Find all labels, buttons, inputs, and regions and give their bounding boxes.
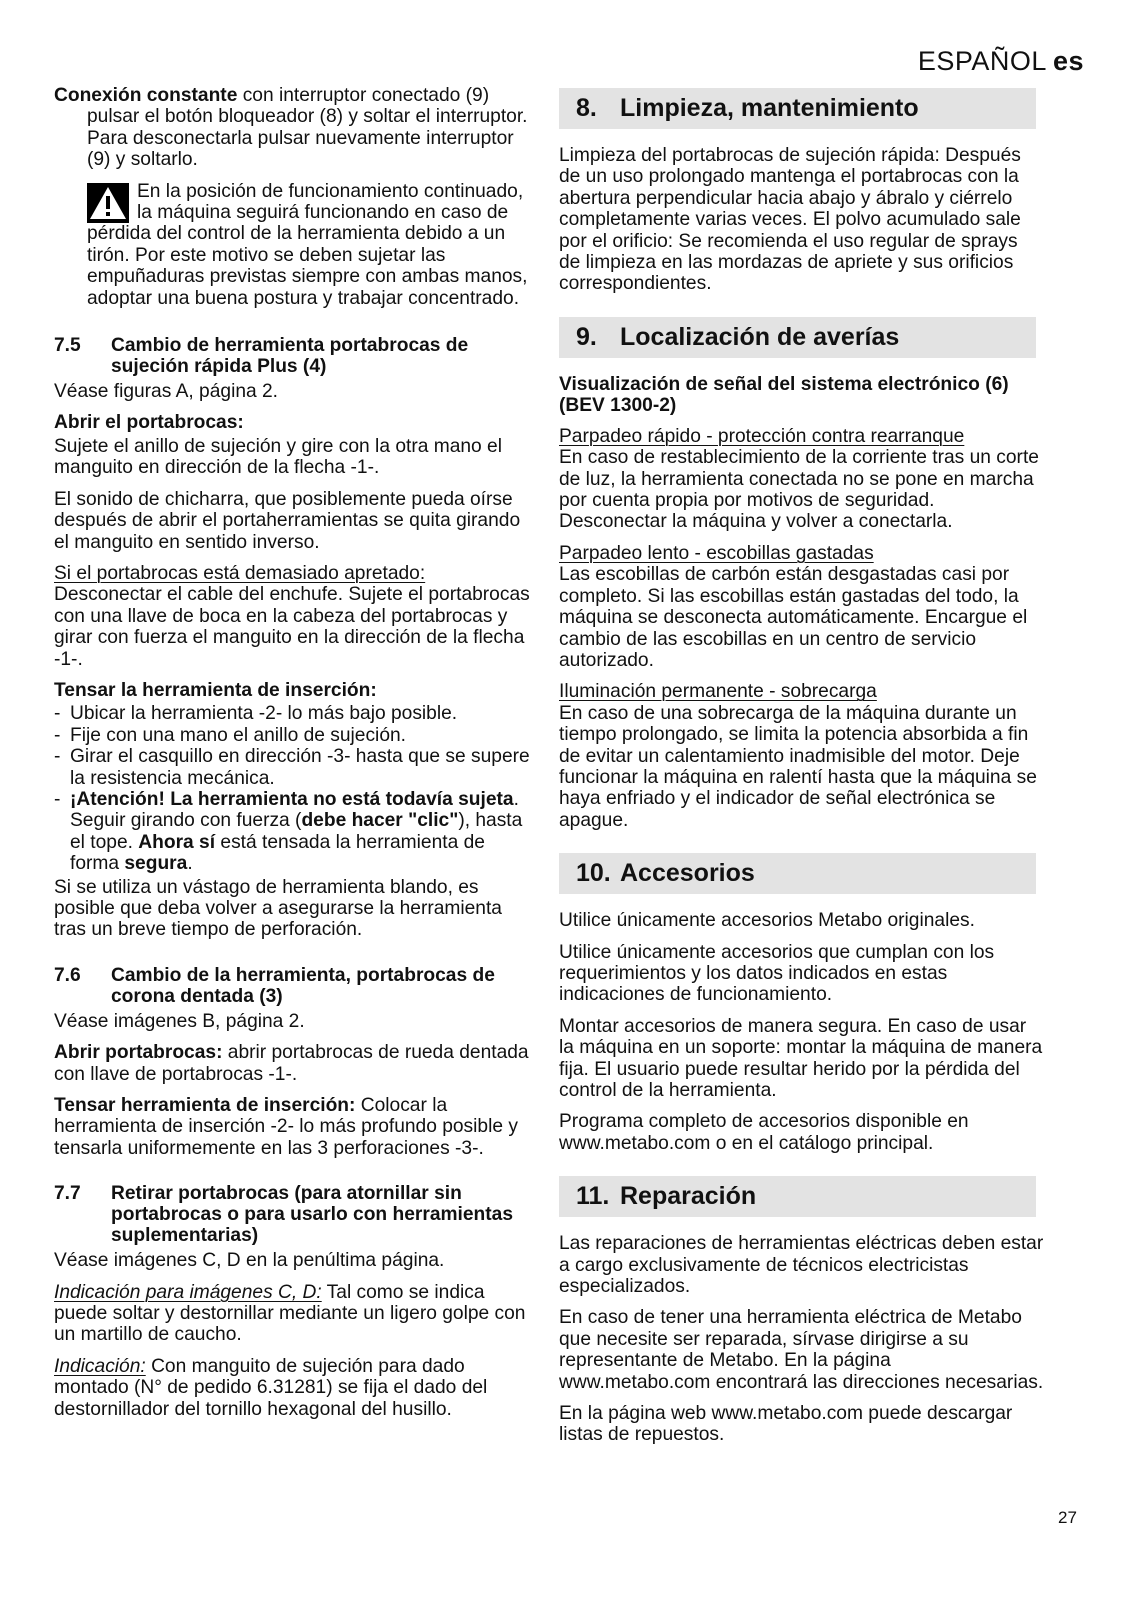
- warning-block: [87, 181, 532, 309]
- note-text: Con manguito de sujeción para dado montado (N° de pedido 6.31281) se fija el dado del destornillador del tornillo hexagonal del husillo.: [54, 1355, 488, 1420]
- tension-steps-list: [54, 703, 532, 874]
- see-figures-text: Véase imágenes B, página 2.: [54, 1010, 305, 1032]
- constant-connection-paragraph: [54, 85, 532, 171]
- language-name: ESPAÑOL: [917, 46, 1047, 76]
- list-item: [54, 789, 532, 875]
- attention-text: ¡Atención! La herramienta no está todavía sujeta: [70, 788, 514, 810]
- noise-text: El sonido de chicharra, que posiblemente pueda oírse después de abrir el portaherramientas se quita girando el manguito en sentido inverso.: [54, 488, 521, 553]
- fault-item: [559, 543, 1044, 671]
- note-paragraph: [54, 1282, 532, 1346]
- language-header: [918, 46, 1084, 77]
- open-chuck-text: abrir portabrocas de rueda dentada con llave de portabrocas -1-.: [54, 1042, 529, 1085]
- fault-text: En caso de restablecimiento de la corriente tras un corte de luz, la herramienta conectada no se pone en marcha por cuenta propia por motivos de seguridad. Desconectar la máquina y volver a conectarla.: [559, 447, 1039, 533]
- fault-item: [559, 426, 1044, 533]
- tension-tool-text: Colocar la herramienta de inserción -2- lo más profundo posible y tensarla uniformemente en las 3 perforaciones -3-.: [54, 1095, 518, 1159]
- tension-tool-label: Tensar la herramienta de inserción:: [54, 679, 377, 701]
- click-text: debe hacer "clic": [301, 810, 459, 832]
- section-number: 11.: [576, 1182, 610, 1211]
- section-number: 9.: [576, 322, 597, 351]
- see-figures-text: Véase figuras A, página 2.: [54, 381, 279, 403]
- section-title: Reparación: [620, 1182, 757, 1211]
- right-column: [559, 85, 1044, 1456]
- see-figures-text: Véase imágenes C, D en la penúltima página.: [54, 1250, 445, 1272]
- too-tight-paragraph: [54, 563, 532, 670]
- language-code: es: [1052, 46, 1084, 76]
- section-10-heading: [559, 853, 1036, 894]
- section-title: Localización de averías: [620, 322, 900, 351]
- open-chuck-label: Abrir el portabrocas:: [54, 412, 244, 434]
- note-label: Indicación para imágenes C, D:: [54, 1281, 322, 1303]
- repair-paragraph: En la página web www.metabo.com puede descargar listas de repuestos.: [559, 1403, 1013, 1446]
- open-chuck-label: Abrir portabrocas:: [54, 1042, 223, 1064]
- section-title: Cambio de herramienta portabrocas de sujeción rápida Plus (4): [111, 335, 469, 378]
- section-7-7-heading: [54, 1183, 532, 1246]
- list-item: - Ubicar la herramienta -2- lo más bajo posible.: [54, 703, 532, 724]
- step-text: ), hasta el tope.: [70, 810, 523, 853]
- fault-text: Las escobillas de carbón están desgastadas casi por completo. Si las escobillas están gastadas del todo, la máquina se desconecta automáticamente. Encargue el cambio de las escobillas en un centro de servicio autorizado.: [559, 564, 1028, 671]
- now-text: Ahora sí: [138, 831, 216, 853]
- section-number: 7.5: [54, 335, 81, 357]
- section-title: Accesorios: [620, 859, 755, 888]
- warning-icon: [87, 183, 129, 223]
- note-text: Tal como se indica puede soltar y destornillar mediante un ligero golpe con un martillo de caucho.: [54, 1281, 526, 1346]
- tension-tool-paragraph: [54, 1095, 532, 1159]
- warning-text: En la posición de funcionamiento continuado, la máquina seguirá funcionando en caso de pérdida del control de la herramienta debido a un tirón. Por este motivo se deben sujetar las empuñaduras previstas siempre con ambas manos, adoptar una buena postura y trabajar concentrado.: [87, 180, 528, 309]
- fault-label: Parpadeo lento - escobillas gastadas: [559, 542, 874, 564]
- open-chuck-paragraph: [54, 1042, 532, 1085]
- tension-tool-label: Tensar herramienta de inserción:: [54, 1095, 356, 1117]
- section-title: Retirar portabrocas (para atornillar sin portabrocas o para usarlo con herramientas suplementarias): [111, 1183, 514, 1247]
- constant-connection-label: Conexión constante: [54, 85, 238, 106]
- accessories-paragraph: Utilice únicamente accesorios que cumplan con los requerimientos y los datos indicados en estas indicaciones de funcionamiento.: [559, 941, 995, 1006]
- note-label: Indicación:: [54, 1355, 146, 1377]
- repair-paragraph: Las reparaciones de herramientas eléctricas deben estar a cargo exclusivamente de técnicos electricistas especializados.: [559, 1233, 1044, 1298]
- accessories-paragraph: Programa completo de accesorios disponible en www.metabo.com o en el catálogo principal.: [559, 1111, 969, 1154]
- open-chuck-text: Sujete el anillo de sujeción y gire con la otra mano el manguito en dirección de la flecha -1-.: [54, 435, 502, 479]
- step-text: está tensada la herramienta de forma: [70, 831, 485, 875]
- accessories-paragraph: Montar accesorios de manera segura. En caso de usar la máquina en un soporte: montar la máquina de manera fija. El usuario puede resultar herido por la pérdida del control de la herramienta.: [559, 1015, 1043, 1101]
- page-number: 27: [1058, 1508, 1077, 1527]
- repair-paragraph: En caso de tener una herramienta eléctrica de Metabo que necesite ser reparada, sírvase dirigirse a su representante de Metabo. En la página www.metabo.com encontrará las direcciones necesarias.: [559, 1307, 1044, 1393]
- left-column: [54, 85, 532, 1430]
- section-number: 10.: [576, 859, 611, 888]
- section-number: 7.7: [54, 1183, 81, 1205]
- constant-connection-text: con interruptor conectado (9) pulsar el botón bloqueador (8) y soltar el interruptor. Para desconectarla pulsar nuevamente interruptor (9) y soltarlo.: [87, 85, 528, 171]
- accessories-paragraph: Utilice únicamente accesorios Metabo originales.: [559, 910, 975, 932]
- fault-label: Iluminación permanente - sobrecarga: [559, 681, 877, 703]
- list-item: - Girar el casquillo en dirección -3- hasta que se supere la resistencia mecánica.: [54, 746, 532, 789]
- step-text: . Seguir girando con fuerza (: [70, 788, 519, 832]
- section-number: 7.6: [54, 964, 81, 986]
- fault-label: Parpadeo rápido - protección contra rearranque: [559, 425, 965, 447]
- cleaning-text: Limpieza del portabrocas de sujeción rápida: Después de un uso prolongado mantenga el portabrocas con la abertura perpendicular hacia abajo y ábralo y ciérrelo completamente varias veces. El polvo acumulado sale por el orificio: Se recomienda el uso regular de sprays de limpieza en las mordazas de apriete y sus orificios correspondientes.: [559, 145, 1021, 295]
- list-item: - Fije con una mano el anillo de sujeción.: [54, 725, 532, 746]
- section-9-heading: [559, 317, 1036, 358]
- signal-display-heading: Visualización de señal del sistema electrónico (6) (BEV 1300-2): [559, 373, 1009, 416]
- note-paragraph: [54, 1356, 532, 1420]
- fault-item: [559, 681, 1044, 831]
- section-title: Limpieza, mantenimiento: [620, 94, 919, 122]
- section-7-5-heading: [54, 335, 532, 377]
- too-tight-label: Si el portabrocas está demasiado apretado:: [54, 562, 426, 584]
- section-11-heading: [559, 1176, 1036, 1217]
- secure-text: segura: [124, 853, 188, 875]
- section-title: Cambio de la herramienta, portabrocas de corona dentada (3): [111, 964, 495, 1007]
- step-text: .: [187, 853, 193, 875]
- section-8-heading: [559, 88, 1036, 129]
- too-tight-text: Desconectar el cable del enchufe. Sujete el portabrocas con una llave de boca en la cabeza del portabrocas y girar con fuerza el manguito en la dirección de la flecha -1-.: [54, 584, 530, 670]
- section-7-6-heading: [54, 965, 532, 1007]
- section-number: 8.: [576, 94, 597, 122]
- fault-text: En caso de una sobrecarga de la máquina durante un tiempo prolongado, se limita la potencia absorbida a fin de evitar un calentamiento inadmisible del motor. Deje funcionar la máquina en ralentí hasta que la máquina se haya enfriado y el indicador de señal electrónica se apague.: [559, 702, 1037, 831]
- soft-shank-text: Si se utiliza un vástago de herramienta blando, es posible que deba volver a asegurarse la herramienta tras un breve tiempo de perforación.: [54, 876, 502, 941]
